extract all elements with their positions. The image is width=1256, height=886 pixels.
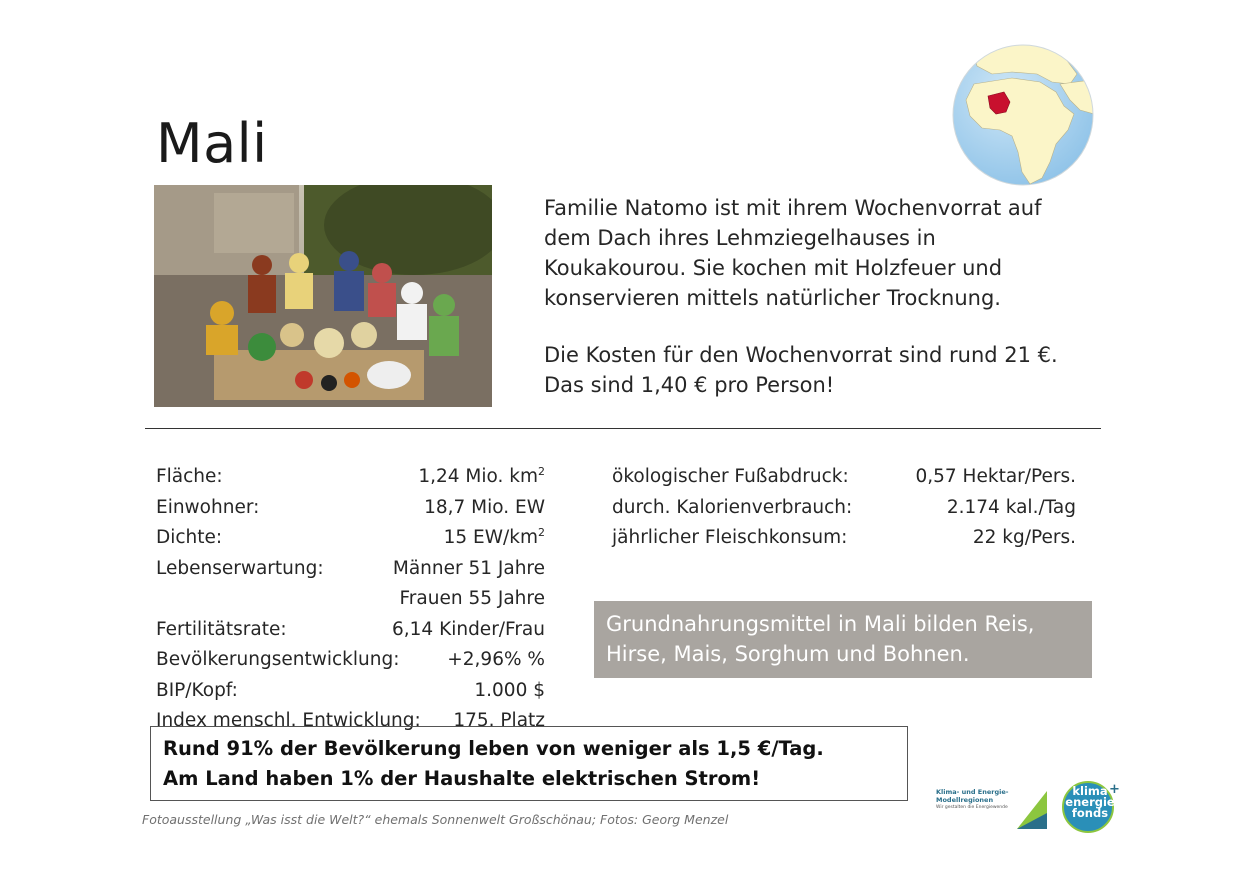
stat-value: Frauen 55 Jahre: [399, 588, 545, 609]
stat-label: ökologischer Fußabdruck:: [612, 466, 849, 487]
stat-label: Einwohner:: [156, 496, 260, 518]
staple-line: Hirse, Mais, Sorghum und Bohnen.: [606, 642, 970, 666]
photo-credit: Fotoausstellung „Was isst die Welt?“ ehemals Sonnenwelt Großschönau; Fotos: Georg Menzel: [142, 812, 729, 827]
cost-line: Das sind 1,40 € pro Person!: [544, 373, 835, 397]
stat-value: Männer 51 Jahre: [392, 557, 545, 579]
intro-line: konservieren mittels natürlicher Trocknung.: [544, 286, 1001, 310]
stat-label: Fläche:: [156, 466, 223, 487]
stat-row: [156, 645, 545, 676]
stat-label: Index menschl. Entwicklung:: [156, 710, 421, 731]
stat-row: [156, 554, 545, 585]
stat-value: +2,96% %: [447, 649, 545, 670]
stat-value: 1.000 $: [474, 679, 545, 701]
stat-row: [156, 615, 545, 646]
stat-label: jährlicher Fleischkonsum:: [612, 527, 848, 548]
stat-label: Dichte:: [156, 527, 223, 548]
intro-line: dem Dach ihres Lehmziegelhauses in: [544, 226, 936, 250]
stat-label: Bevölkerungsentwicklung:: [156, 649, 400, 670]
poverty-highlight-box: [150, 726, 908, 801]
stat-row: [612, 523, 1076, 554]
cost-line: Die Kosten für den Wochenvorrat sind rund 21 €.: [544, 343, 1058, 367]
staple-line: Grundnahrungsmittel in Mali bilden Reis,: [606, 612, 1035, 636]
stat-row: [156, 493, 545, 524]
klima-energie-fonds-text: klima energie fonds: [1065, 784, 1115, 820]
stat-value: 0,57 Hektar/Pers.: [915, 466, 1076, 487]
stat-value: 18,7 Mio. EW: [424, 496, 545, 518]
page-title: Mali: [156, 112, 268, 175]
kem-logo-text: Klima- und Energie- Modellregionen Wir gestalten die Energiewende: [936, 788, 1009, 810]
stat-row: [612, 493, 1076, 524]
staple-foods-box: [594, 601, 1092, 678]
stat-value: 22 kg/Pers.: [972, 527, 1076, 548]
divider: [145, 428, 1101, 429]
stat-row: [156, 584, 545, 615]
stat-label: Lebenserwartung:: [156, 557, 324, 579]
stat-row: [156, 523, 545, 554]
poverty-line: Am Land haben 1% der Haushalte elektrischen Strom!: [163, 767, 761, 790]
stat-value: 15 $EW/km^2$: [443, 525, 545, 548]
stat-value: 6,14 Kinder/Frau: [392, 618, 545, 640]
stat-row: [156, 676, 545, 707]
africa-globe-map: [952, 44, 1094, 186]
stat-value: 175. Platz: [453, 710, 545, 731]
poverty-line: Rund 91% der Bevölkerung leben von weniger als 1,5 €/Tag.: [163, 737, 824, 760]
stat-row: [612, 462, 1076, 493]
stat-label: BIP/Kopf:: [156, 679, 238, 701]
stat-label: Fertilitätsrate:: [156, 618, 287, 640]
intro-line: Koukakourou. Sie kochen mit Holzfeuer und: [544, 256, 1003, 280]
family-photo: [154, 185, 492, 407]
plus-icon: +: [1109, 782, 1120, 797]
stat-label: durch. Kalorienverbrauch:: [612, 496, 853, 518]
stat-value: 1,24 Mio. $km^2$: [418, 464, 545, 487]
stat-value: 2.174 kal./Tag: [946, 496, 1076, 518]
family-description: [544, 193, 1104, 313]
stat-row: [156, 462, 545, 493]
intro-line: Familie Natomo ist mit ihrem Wochenvorrat auf: [544, 196, 1042, 220]
country-stats-right: [612, 462, 1076, 554]
weekly-cost: [544, 340, 1104, 400]
country-stats-left: [156, 462, 545, 737]
